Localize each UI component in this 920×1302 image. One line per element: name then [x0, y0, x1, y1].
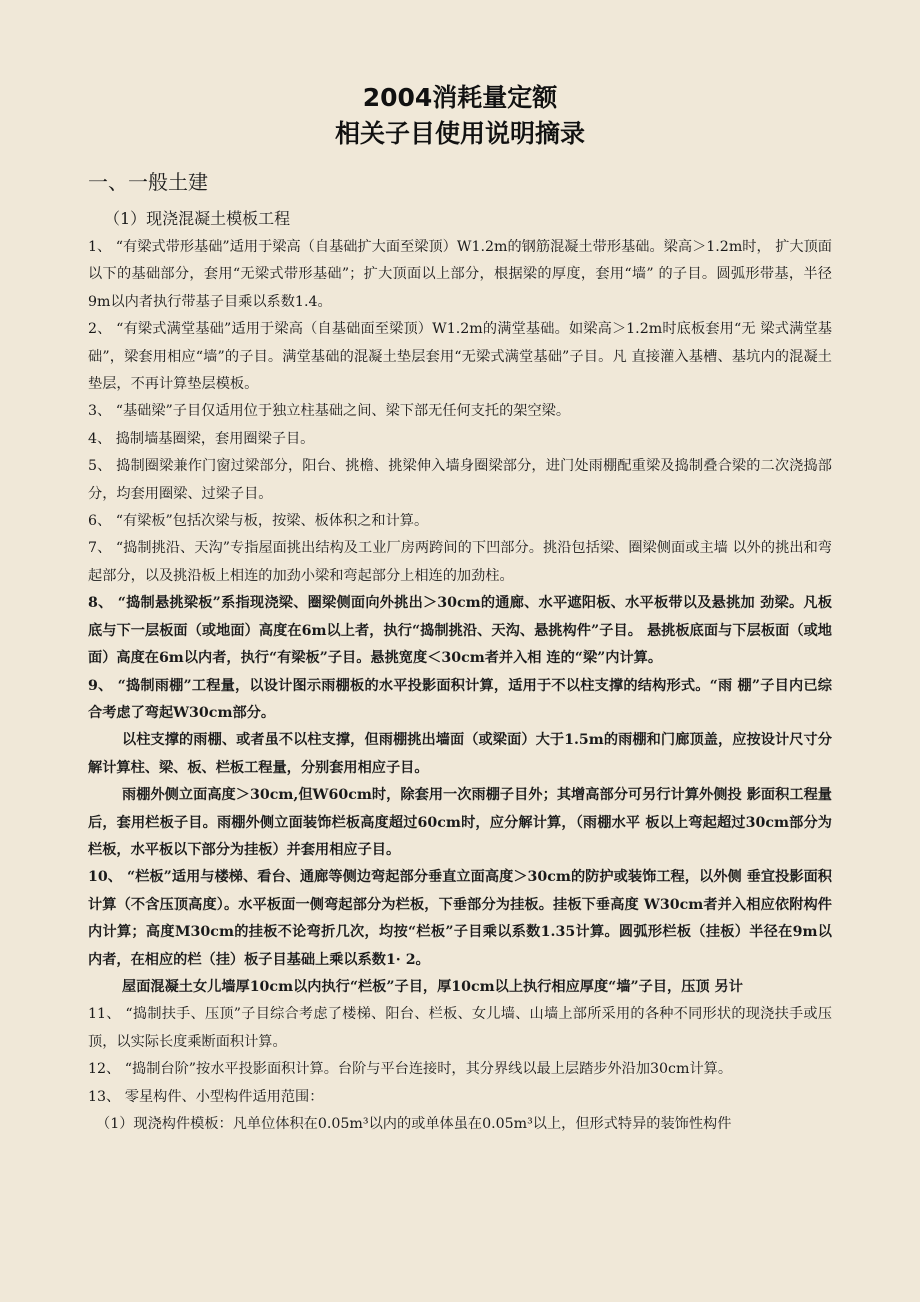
paragraph-item-9-cont-2: 雨棚外侧立面高度＞30cm,但W60cm时，除套用一次雨棚子目外；其增高部分可另行计算外侧投 影面积工程量后，套用栏板子目。雨棚外侧立面装饰栏板高度超过60cm时，应分解计算，（雨棚水平 板以上弯起超过30cm部分为栏板，水平板以下部分为挂板）并套用相应子目。: [88, 787, 832, 858]
paragraph-item-5: 5、 捣制圈梁兼作门窗过梁部分，阳台、挑檐、挑梁伸入墙身圈梁部分，进门处雨棚配重梁及捣制叠合梁的二次浇捣部分，均套用圈梁、过梁子目。: [88, 458, 832, 502]
paragraph-item-13: 13、 零星构件、小型构件适用范围：: [88, 1088, 324, 1105]
paragraph-item-6: 6、 “有梁板”包括次梁与板，按梁、板体积之和计算。: [88, 513, 429, 530]
paragraph-item-9-cont-1: 以柱支撑的雨棚、或者虽不以柱支撑，但雨棚挑出墙面（或梁面）大于1.5m的雨棚和门廊顶盖，应按设计尺寸分解计算柱、梁、板、栏板工程量，分别套用相应子目。: [88, 732, 832, 776]
paragraph-item-12: 12、 “捣制台阶”按水平投影面积计算。台阶与平台连接时，其分界线以最上层踏步外沿加30cm计算。: [88, 1061, 733, 1078]
paragraph-item-1: 1、 “有梁式带形基础”适用于梁高（自基础扩大面至梁顶）W1.2m的钢筋混凝土带形基础。梁高＞1.2m时， 扩大顶面以下的基础部分，套用“无梁式带形基础”；扩大顶面以上部分，根据梁的厚度，套用“墙” 的子目。圆弧形带基，半径9m以内者执行带基子目乘以系数1.4。: [88, 239, 832, 310]
document-title-line2: 相关子目使用说明摘录: [334, 119, 585, 148]
paragraph-item-10: 10、 “栏板”适用与楼梯、看台、通廊等侧边弯起部分垂直立面高度＞30cm的防护或装饰工程，以外侧 垂宜投影面积计算（不含压顶高度）。水平板面一侧弯起部分为栏板，下垂部分为挂板。挂板下垂高度 W30cm者并入相应依附构件内计算；高度M30cm的挂板不论弯折几次，均按“栏板”子目乘以系数1.35计算。圆弧形栏板（挂板）半径在9m以内者，在相应的栏（挂）板子目基础上乘以系数1· 2。: [88, 869, 832, 968]
paragraph-item-11: 11、 “捣制扶手、压顶”子目综合考虑了楼梯、阳台、栏板、女儿墙、山墙上部所采用的各种不同形状的现浇扶手或压顶，以实际长度乘断面积计算。: [88, 1006, 832, 1050]
paragraph-item-9: 9、 “捣制雨棚”工程量，以设计图示雨棚板的水平投影面积计算，适用于不以柱支撑的结构形式。“雨 棚”子目内已综合考虑了弯起W30cm部分。: [88, 677, 832, 721]
paragraph-item-13-1: （1）现浇构件模板：凡单位体积在0.05m³以内的或单体虽在0.05m³以上，但形式特异的装饰性构件: [96, 1116, 732, 1132]
document-title-line1: 2004消耗量定额: [362, 83, 558, 112]
paragraph-item-3: 3、 “基础梁”子目仅适用位于独立柱基础之间、梁下部无任何支托的架空梁。: [88, 403, 571, 420]
paragraph-item-8: 8、 “捣制悬挑梁板”系指现浇梁、圈梁侧面向外挑出＞30cm的通廊、水平遮阳板、水平板带以及悬挑加 劲梁。凡板底与下一层板面（或地面）高度在6m以上者，执行“捣制挑沿、天沟、悬挑构件”子目。 悬挑板底面与下层板面（或地面）高度在6m以内者，执行“有梁板”子目。悬挑宽度＜30cm者并入相 连的“梁”内计算。: [88, 595, 833, 667]
subsection-heading: （1）现浇混凝土模板工程: [104, 209, 291, 228]
paragraph-item-7: 7、 “捣制挑沿、天沟”专指屋面挑出结构及工业厂房两跨间的下凹部分。挑沿包括梁、圈梁侧面或主墙 以外的挑出和弯起部分，以及挑沿板上相连的加劲小梁和弯起部分上相连的加劲柱。: [88, 540, 832, 584]
paragraph-item-2: 2、 “有梁式满堂基础”适用于梁高（自基础面至梁顶）W1.2m的满堂基础。如梁高＞1.2m时底板套用“无 梁式满堂基础”，梁套用相应“墙”的子目。满堂基础的混凝土垫层套用“无梁式满堂基础”子目。凡 直接灌入基槽、基坑内的混凝土垫层，不再计算垫层模板。: [88, 321, 832, 393]
paragraph-item-10-cont: 屋面混凝土女儿墙厚10cm以内执行“栏板”子目，厚10cm以上执行相应厚度“墙”子目，压顶 另计: [122, 978, 743, 995]
section-heading: 一、一般土建: [88, 170, 208, 194]
paragraph-item-4: 4、 捣制墙基圈梁，套用圈梁子目。: [88, 430, 315, 447]
